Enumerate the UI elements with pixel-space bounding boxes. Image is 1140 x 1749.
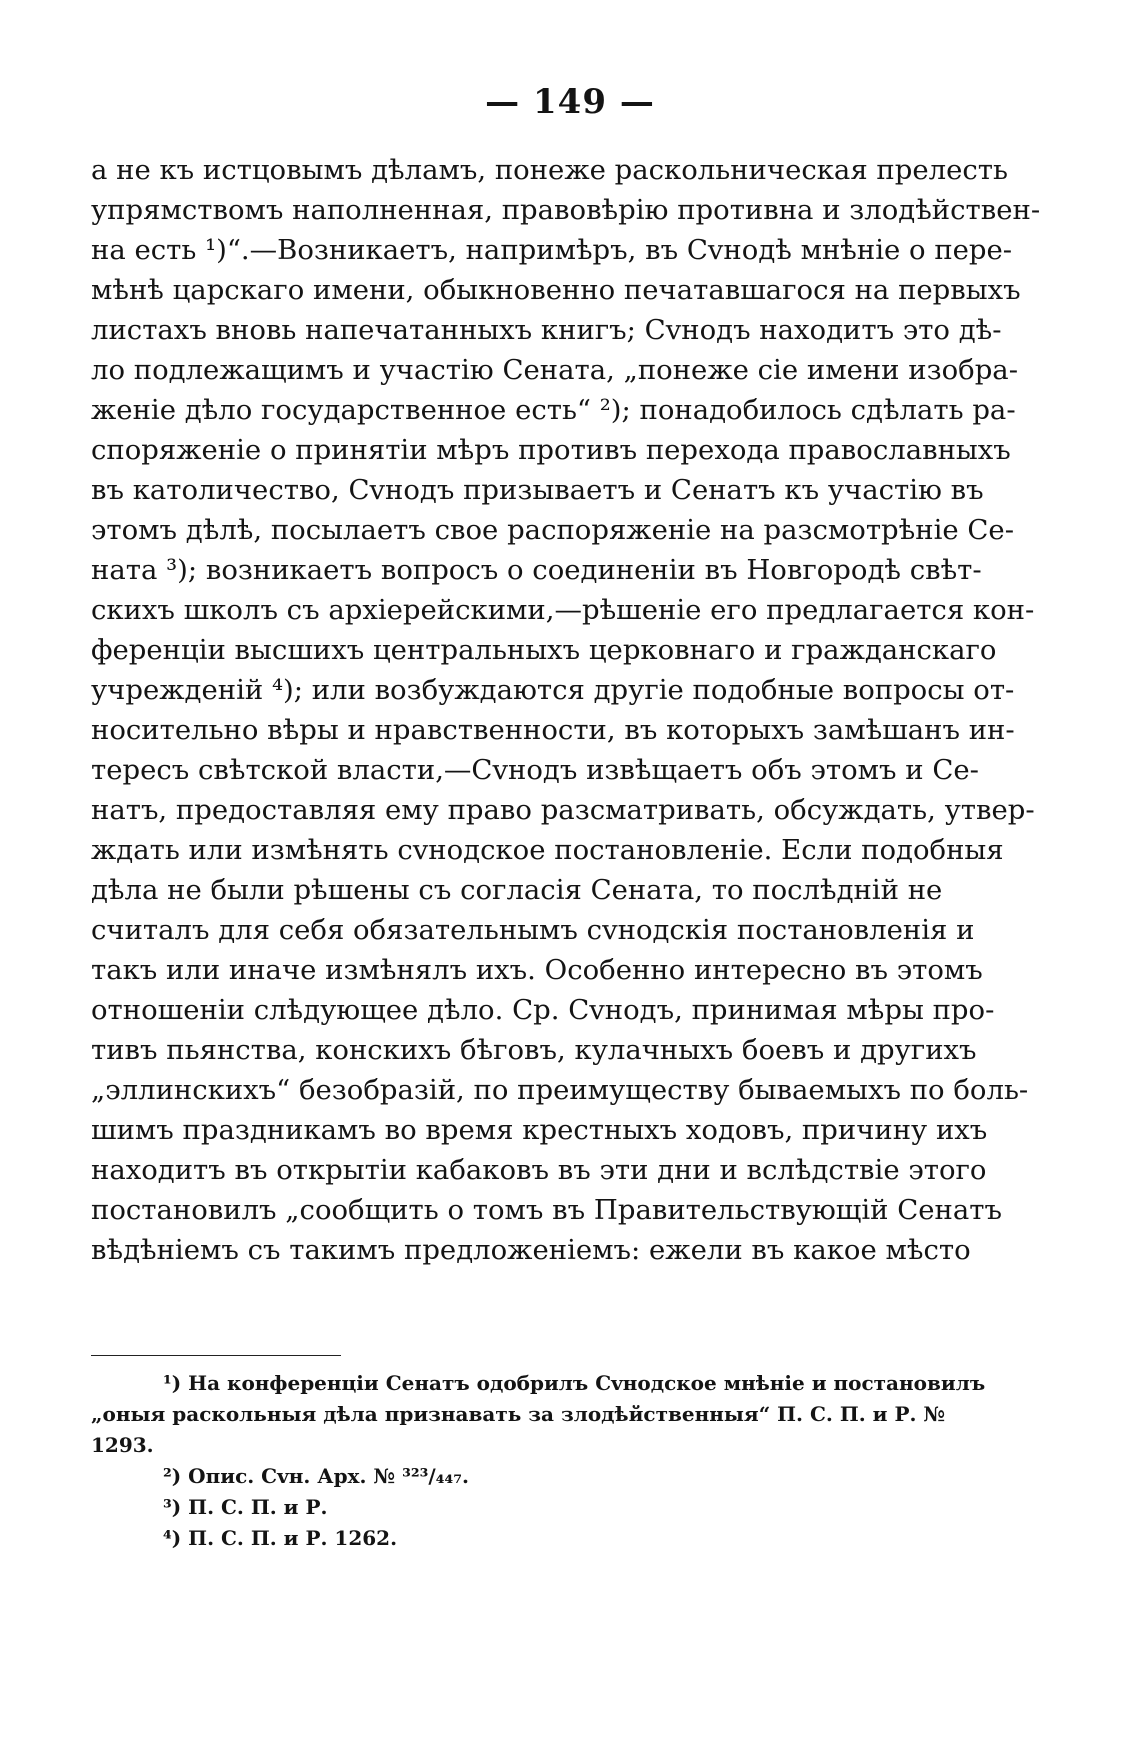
- text-line: этомъ дѣлѣ, посылаетъ свое распоряженіе на разсмотрѣніе Се-: [91, 514, 1014, 546]
- text-line: въ католичество, Сvнодъ призываетъ и Сенатъ къ участію въ: [91, 474, 984, 506]
- text-line: дѣла не были рѣшены съ согласія Сената, то послѣдній не: [91, 874, 943, 906]
- text-line: женіе дѣло государственное есть“ ²); понадобилось сдѣлать ра-: [91, 394, 1016, 426]
- text-line: ференціи высшихъ центральныхъ церковнаго и гражданскаго: [91, 634, 997, 666]
- text-line: мѣнѣ царскаго имени, обыкновенно печатавшагося на первыхъ: [91, 274, 1021, 306]
- text-line: отношеніи слѣдующее дѣло. Ср. Сvнодъ, принимая мѣры про-: [91, 994, 995, 1026]
- text-line: скихъ школъ съ архіерейскими,—рѣшеніе его предлагается кон-: [91, 594, 1035, 626]
- text-line: учрежденій ⁴); или возбуждаются другіе подобные вопросы от-: [91, 674, 1015, 706]
- footnote-1-line-2: „оныя раскольныя дѣла признавать за злодѣйственныя“ П. С. П. и Р. №: [91, 1402, 946, 1426]
- text-line: ло подлежащимъ и участію Сената, „понеже сіе имени изобра-: [91, 354, 1018, 386]
- text-line: вѣдѣніемъ съ такимъ предложеніемъ: ежели въ какое мѣсто: [91, 1234, 971, 1266]
- text-line: споряженіе о принятіи мѣръ противъ перехода православныхъ: [91, 434, 1011, 466]
- text-line: считалъ для себя обязательнымъ сvнодскія постановленія и: [91, 914, 975, 946]
- text-line: такъ или иначе измѣнялъ ихъ. Особенно интересно въ этомъ: [91, 954, 983, 986]
- text-line: „эллинскихъ“ безобразій, по преимуществу бываемыхъ по боль-: [91, 1074, 1029, 1106]
- text-line: носительно вѣры и нравственности, въ которыхъ замѣшанъ ин-: [91, 714, 1015, 746]
- text-line: находитъ въ открытіи кабаковъ въ эти дни и вслѣдствіе этого: [91, 1154, 987, 1186]
- text-line: тересъ свѣтской власти,—Сvнодъ извѣщаетъ объ этомъ и Се-: [91, 754, 979, 786]
- footnote-2: ²) Опис. Сvн. Арх. № ³²³/₄₄₇.: [163, 1464, 469, 1488]
- footnotes: [91, 1368, 986, 1554]
- text-line: на есть ¹)“.—Возникаетъ, напримѣръ, въ Сvнодѣ мнѣніе о пере-: [91, 234, 1013, 266]
- footnote-4: ⁴) П. С. П. и Р. 1262.: [163, 1526, 398, 1550]
- text-line: листахъ вновь напечатанныхъ книгъ; Сvнодъ находитъ это дѣ-: [91, 314, 1002, 346]
- footnote-divider: [91, 1355, 341, 1356]
- text-line: шимъ праздникамъ во время крестныхъ ходовъ, причину ихъ: [91, 1114, 988, 1146]
- text-line: упрямствомъ наполненная, правовѣрію противна и злодѣйствен-: [91, 194, 1041, 226]
- body-text: [91, 150, 1041, 1270]
- text-line: а не къ истцовымъ дѣламъ, понеже раскольническая прелесть: [91, 154, 1008, 186]
- page-number: — 149 —: [485, 82, 655, 122]
- footnote-1-line-1: ¹) На конференціи Сенатъ одобрилъ Сvнодское мнѣніе и постановилъ: [163, 1371, 986, 1395]
- text-line: ната ³); возникаетъ вопросъ о соединеніи въ Новгородѣ свѣт-: [91, 554, 982, 586]
- footnote-3: ³) П. С. П. и Р.: [163, 1495, 328, 1519]
- footnote-1-line-3: 1293.: [91, 1433, 154, 1457]
- text-line: тивъ пьянства, конскихъ бѣговъ, кулачныхъ боевъ и другихъ: [91, 1034, 977, 1066]
- text-line: постановилъ „сообщить о томъ въ Правительствующій Сенатъ: [91, 1194, 1002, 1226]
- text-line: ждать или измѣнять сvнодское постановленіе. Если подобныя: [91, 834, 1004, 866]
- text-line: натъ, предоставляя ему право разсматривать, обсуждать, утвер-: [91, 794, 1035, 826]
